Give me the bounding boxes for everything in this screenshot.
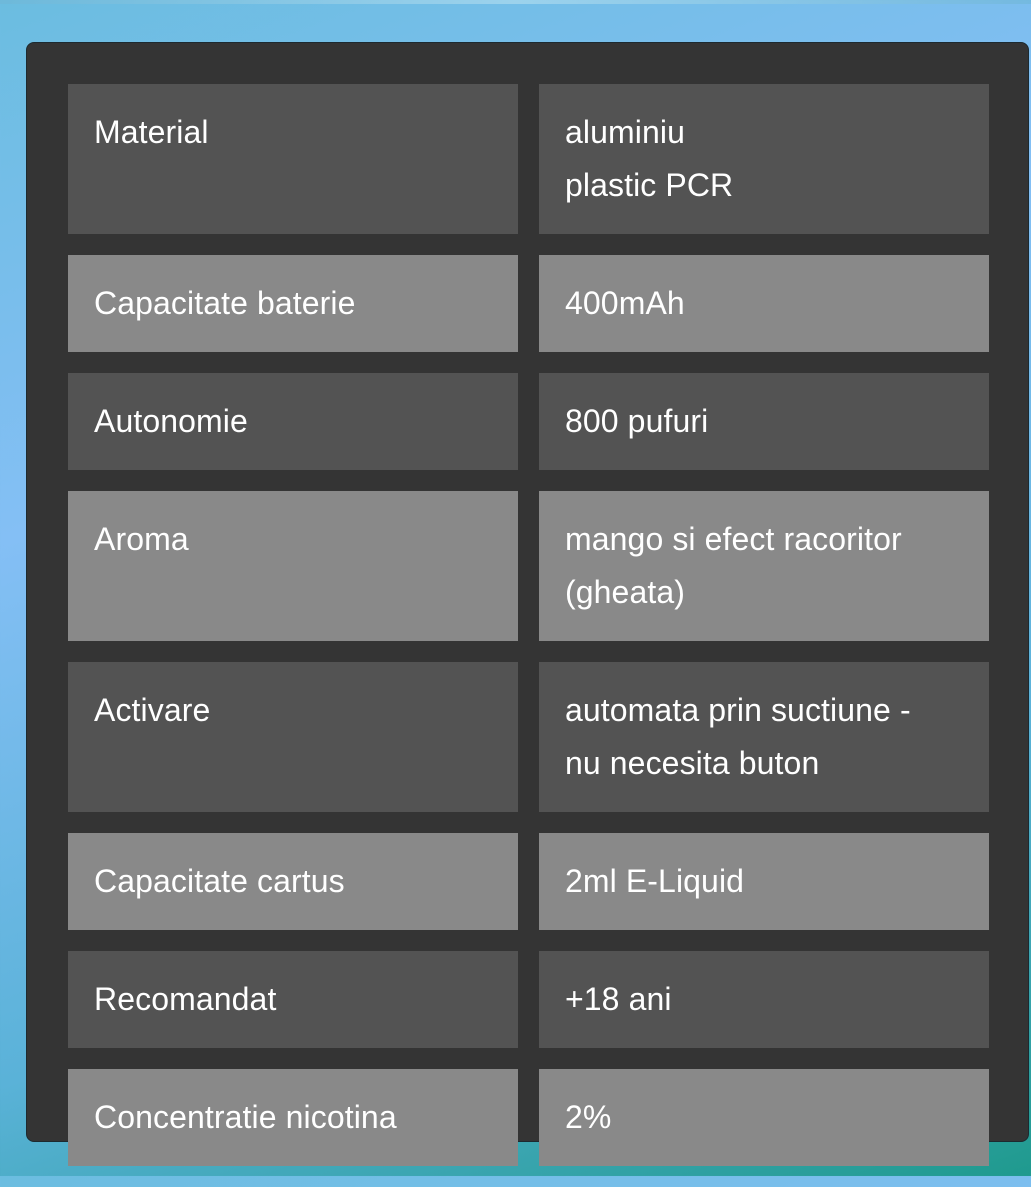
spec-label: Capacitate baterie [68, 255, 518, 352]
spec-value-line: aluminiu [565, 114, 685, 150]
spec-value [539, 84, 989, 234]
spec-value-line: 2ml E-Liquid [565, 863, 745, 899]
product-specifications-panel [26, 42, 1029, 1142]
spec-row-flavor [68, 491, 989, 641]
spec-value-line: mango si efect racoritor [565, 521, 902, 557]
spec-value-line: plastic PCR [565, 167, 734, 203]
spec-label: Aroma [68, 491, 518, 641]
spec-label: Activare [68, 662, 518, 812]
spec-value [539, 255, 989, 352]
spec-value [539, 833, 989, 930]
spec-row-recommended [68, 951, 989, 1048]
spec-value [539, 1069, 989, 1166]
spec-value [539, 951, 989, 1048]
spec-value [539, 491, 989, 641]
spec-label: Concentratie nicotina [68, 1069, 518, 1166]
spec-value-line: 400mAh [565, 285, 685, 321]
spec-row-material [68, 84, 989, 234]
spec-value-line: +18 ani [565, 981, 672, 1017]
spec-row-cartridge-capacity [68, 833, 989, 930]
spec-label: Capacitate cartus [68, 833, 518, 930]
spec-value-line: automata prin suctiune - [565, 692, 911, 728]
spec-row-activation [68, 662, 989, 812]
spec-label: Material [68, 84, 518, 234]
spec-row-autonomy [68, 373, 989, 470]
spec-row-battery-capacity [68, 255, 989, 352]
spec-value-line: nu necesita buton [565, 745, 820, 781]
spec-label: Autonomie [68, 373, 518, 470]
spec-value [539, 662, 989, 812]
page-top-strip [0, 0, 1031, 4]
specifications-table [47, 63, 1010, 1187]
spec-value [539, 373, 989, 470]
spec-label: Recomandat [68, 951, 518, 1048]
spec-value-line: 2% [565, 1099, 612, 1135]
spec-value-line: 800 pufuri [565, 403, 709, 439]
spec-row-nicotine-concentration [68, 1069, 989, 1166]
spec-value-line: (gheata) [565, 574, 685, 610]
